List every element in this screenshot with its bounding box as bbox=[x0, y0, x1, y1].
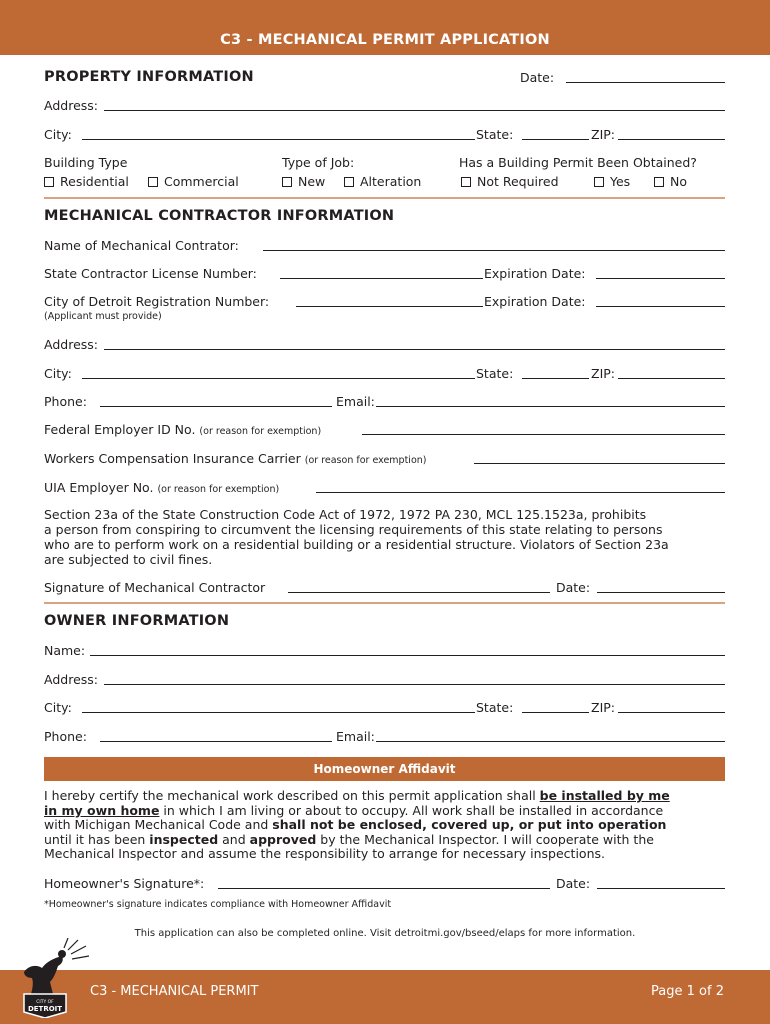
job-type-label: Type of Job: bbox=[282, 155, 355, 170]
contractor-signature-field[interactable] bbox=[288, 592, 550, 593]
contractor-city-field[interactable] bbox=[82, 378, 475, 379]
workers-comp-field[interactable] bbox=[474, 463, 725, 464]
header-bar bbox=[0, 0, 770, 55]
section-divider bbox=[44, 197, 725, 199]
applicant-note: (Applicant must provide) bbox=[44, 311, 162, 322]
checkbox-icon bbox=[44, 177, 54, 187]
checkbox-icon bbox=[654, 177, 664, 187]
homeowner-signature-label: Homeowner's Signature*: bbox=[44, 876, 205, 891]
svg-text:DETROIT: DETROIT bbox=[27, 1005, 63, 1013]
svg-text:CITY OF: CITY OF bbox=[36, 1000, 54, 1005]
contractor-name-label: Name of Mechanical Contrator: bbox=[44, 238, 239, 253]
owner-name-label: Name: bbox=[44, 643, 86, 658]
contractor-state-field[interactable] bbox=[522, 378, 589, 379]
registration-number-field[interactable] bbox=[296, 306, 483, 307]
contractor-name-field[interactable] bbox=[263, 250, 725, 251]
property-address-field[interactable] bbox=[104, 110, 725, 111]
checkbox-no[interactable]: No bbox=[654, 174, 687, 189]
contractor-phone-label: Phone: bbox=[44, 394, 87, 409]
license-expiration-label: Expiration Date: bbox=[484, 266, 586, 281]
contractor-date-field[interactable] bbox=[597, 592, 725, 593]
property-date-field[interactable] bbox=[566, 82, 725, 83]
section-23a-text: Section 23a of the State Construction Code Act of 1972, 1972 PA 230, MCL 125.1523a, prohibits a person from conspiring to circumvent the licensing requirements of this state relating to persons who are to perform work on a residential building or a residential structure. Violators of Section 23a are subjected to civil fines. bbox=[44, 507, 669, 567]
contractor-zip-label: ZIP: bbox=[591, 366, 615, 381]
property-city-label: City: bbox=[44, 127, 72, 142]
contractor-heading: MECHANICAL CONTRACTOR INFORMATION bbox=[44, 208, 395, 224]
property-address-label: Address: bbox=[44, 98, 98, 113]
homeowner-date-field[interactable] bbox=[597, 888, 725, 889]
owner-email-label: Email: bbox=[336, 729, 375, 744]
contractor-date-label: Date: bbox=[556, 580, 591, 595]
fein-label: Federal Employer ID No. (or reason for exemption) bbox=[44, 422, 322, 437]
owner-name-field[interactable] bbox=[90, 655, 725, 656]
property-heading: PROPERTY INFORMATION bbox=[44, 69, 254, 85]
checkbox-alteration[interactable]: Alteration bbox=[344, 174, 421, 189]
homeowner-date-label: Date: bbox=[556, 876, 591, 891]
registration-expiration-label: Expiration Date: bbox=[484, 294, 586, 309]
property-date-label: Date: bbox=[520, 70, 555, 85]
contractor-address-field[interactable] bbox=[104, 349, 725, 350]
online-note: This application can also be completed online. Visit detroitmi.gov/bseed/elaps for more information. bbox=[134, 928, 636, 939]
property-zip-field[interactable] bbox=[618, 139, 725, 140]
registration-number-label: City of Detroit Registration Number: bbox=[44, 294, 270, 309]
owner-email-field[interactable] bbox=[376, 741, 725, 742]
workers-comp-label: Workers Compensation Insurance Carrier (or reason for exemption) bbox=[44, 451, 427, 466]
section-divider bbox=[44, 602, 725, 604]
permit-obtained-label: Has a Building Permit Been Obtained? bbox=[459, 155, 697, 170]
registration-expiration-field[interactable] bbox=[596, 306, 725, 307]
contractor-email-field[interactable] bbox=[376, 406, 725, 407]
owner-heading: OWNER INFORMATION bbox=[44, 613, 230, 629]
property-state-label: State: bbox=[476, 127, 514, 142]
owner-zip-label: ZIP: bbox=[591, 700, 615, 715]
license-number-field[interactable] bbox=[280, 278, 483, 279]
owner-phone-label: Phone: bbox=[44, 729, 87, 744]
checkbox-new[interactable]: New bbox=[282, 174, 325, 189]
checkbox-icon bbox=[594, 177, 604, 187]
owner-city-field[interactable] bbox=[82, 712, 475, 713]
owner-address-label: Address: bbox=[44, 672, 98, 687]
contractor-zip-field[interactable] bbox=[618, 378, 725, 379]
property-city-field[interactable] bbox=[82, 139, 475, 140]
checkbox-icon bbox=[282, 177, 292, 187]
footer-form-name: C3 - MECHANICAL PERMIT bbox=[90, 984, 259, 999]
owner-state-field[interactable] bbox=[522, 712, 589, 713]
affidavit-text: I hereby certify the mechanical work described on this permit application shall be installed by me in my own home in which I am living or about to occupy. All work shall be installed in accordance with Michigan Mechanical Code and shall not be enclosed, covered up, or put into operation until it has been inspected and approved by the Mechanical Inspector. I will cooperate with the Mechanical Inspector and assume the responsibility to arrange for necessary inspections. bbox=[44, 788, 670, 862]
license-number-label: State Contractor License Number: bbox=[44, 266, 257, 281]
checkbox-icon bbox=[461, 177, 471, 187]
checkbox-not-required[interactable]: Not Required bbox=[461, 174, 559, 189]
homeowner-signature-field[interactable] bbox=[218, 888, 550, 889]
checkbox-residential[interactable]: Residential bbox=[44, 174, 129, 189]
owner-address-field[interactable] bbox=[104, 684, 725, 685]
city-of-detroit-logo bbox=[10, 938, 92, 1018]
owner-state-label: State: bbox=[476, 700, 514, 715]
checkbox-yes[interactable]: Yes bbox=[594, 174, 630, 189]
property-zip-label: ZIP: bbox=[591, 127, 615, 142]
affidavit-footnote: *Homeowner's signature indicates compliance with Homeowner Affidavit bbox=[44, 899, 392, 910]
contractor-city-label: City: bbox=[44, 366, 72, 381]
checkbox-icon bbox=[344, 177, 354, 187]
contractor-state-label: State: bbox=[476, 366, 514, 381]
footer-page-number: Page 1 of 2 bbox=[651, 984, 724, 999]
contractor-signature-label: Signature of Mechanical Contractor bbox=[44, 580, 266, 595]
footer-bar bbox=[0, 970, 770, 1024]
form-title: C3 - MECHANICAL PERMIT APPLICATION bbox=[220, 32, 550, 48]
checkbox-icon bbox=[148, 177, 158, 187]
uia-field[interactable] bbox=[316, 492, 725, 493]
building-type-label: Building Type bbox=[44, 155, 128, 170]
contractor-phone-field[interactable] bbox=[100, 406, 332, 407]
property-state-field[interactable] bbox=[522, 139, 589, 140]
fein-field[interactable] bbox=[362, 434, 725, 435]
uia-label: UIA Employer No. (or reason for exemption) bbox=[44, 480, 280, 495]
license-expiration-field[interactable] bbox=[596, 278, 725, 279]
affidavit-heading: Homeowner Affidavit bbox=[44, 757, 725, 781]
owner-zip-field[interactable] bbox=[618, 712, 725, 713]
contractor-email-label: Email: bbox=[336, 394, 375, 409]
owner-phone-field[interactable] bbox=[100, 741, 332, 742]
checkbox-commercial[interactable]: Commercial bbox=[148, 174, 239, 189]
owner-city-label: City: bbox=[44, 700, 72, 715]
contractor-address-label: Address: bbox=[44, 337, 98, 352]
